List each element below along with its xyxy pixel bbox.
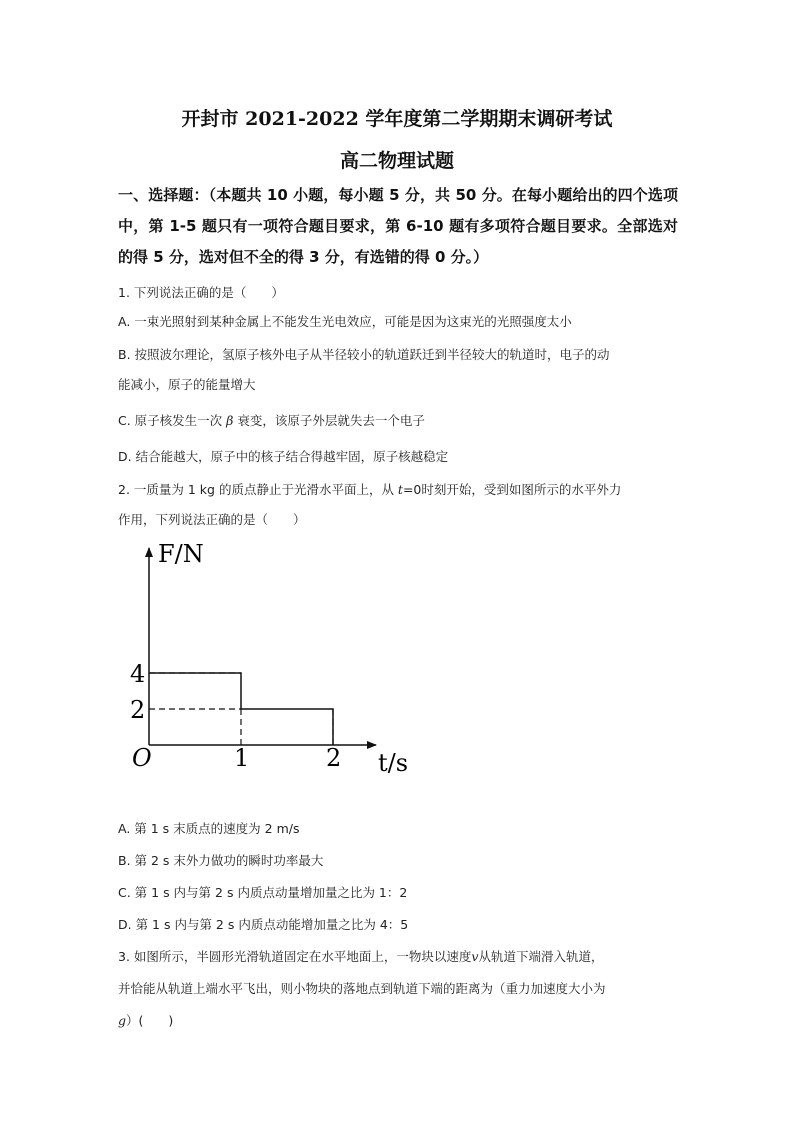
q2-stem-pre: 2. 一质量为 1 kg 的质点静止于光滑水平面上，从 — [118, 482, 398, 497]
y-tick-label: 4 — [130, 660, 146, 688]
exam-subtitle: 高二物理试题 — [339, 150, 454, 172]
q3-stem-pre: 3. 如图所示，半圆形光滑轨道固定在水平地面上，一物块以速度 — [118, 949, 472, 964]
x-tick-label: 1 — [234, 744, 250, 772]
g-symbol: g — [118, 1013, 127, 1028]
q1-stem: 1. 下列说法正确的是（ ） — [118, 285, 284, 300]
q3-stem-line2: 并恰能从轨道上端水平飞出，则小物块的落地点到轨道下端的距离为（重力加速度大小为 — [118, 981, 606, 996]
beta-symbol: β — [226, 413, 234, 428]
t-symbol: t — [397, 482, 403, 497]
q1-option-b-line2: 能减小，原子的能量增大 — [118, 377, 256, 392]
q1-option-b-line1: B. 按照波尔理论，氢原子核外电子从半径较小的轨道跃迁到半径较大的轨道时，电子的动 — [118, 347, 610, 362]
v-symbol: v — [471, 949, 479, 964]
q2-option-d: D. 第 1 s 内与第 2 s 内质点动能增加量之比为 4：5 — [118, 917, 409, 932]
y-tick-label: 2 — [130, 696, 146, 724]
section-heading: 一、选择题：（本题共 10 小题，每小题 5 分，共 50 分。在每小题给出的四个选项中，第 1-5 题只有一项符合题目要求，第 6-10 题有多项符合题目要求。全部选对的得 5 分，选对但不全的得 3 分，有选错的得 0 分。） — [118, 186, 678, 266]
q2-option-b: B. 第 2 s 末外力做功的瞬时功率最大 — [118, 853, 324, 868]
q2-option-c: C. 第 1 s 内与第 2 s 内质点动量增加量之比为 1：2 — [118, 885, 408, 900]
q1-option-a: A. 一束光照射到某种金属上不能发生光电效应，可能是因为这束光的光照强度太小 — [118, 314, 572, 329]
q1-option-c-text-pre: C. 原子核发生一次 — [118, 413, 227, 428]
q1-option-c-text-post: 衰变，该原子外层就失去一个电子 — [233, 413, 425, 428]
q3-stem-line3-post: ）( ) — [126, 1013, 174, 1028]
q1-option-c — [118, 411, 425, 429]
force-time-graph — [118, 540, 418, 780]
exam-title: 开封市 2021-2022 学年度第二学期期末调研考试 — [181, 108, 613, 130]
q1-option-d: D. 结合能越大，原子中的核子结合得越牢固，原子核越稳定 — [118, 449, 449, 464]
q3-stem-line3 — [118, 1011, 173, 1029]
q2-stem-post: =0时刻开始，受到如图所示的水平外力 — [402, 482, 622, 497]
y-axis-label: F/N — [158, 540, 204, 568]
q2-stem-line2: 作用，下列说法正确的是（ ） — [118, 512, 306, 527]
q2-stem-line1 — [118, 480, 621, 498]
q3-stem-post: 从轨道下端滑入轨道， — [478, 949, 604, 964]
x-axis-label: t/s — [378, 749, 409, 777]
x-tick-label: 2 — [326, 744, 342, 772]
q2-option-a: A. 第 1 s 末质点的速度为 2 m/s — [118, 821, 300, 836]
origin-label: O — [132, 744, 152, 772]
q3-stem-line1 — [118, 947, 603, 965]
